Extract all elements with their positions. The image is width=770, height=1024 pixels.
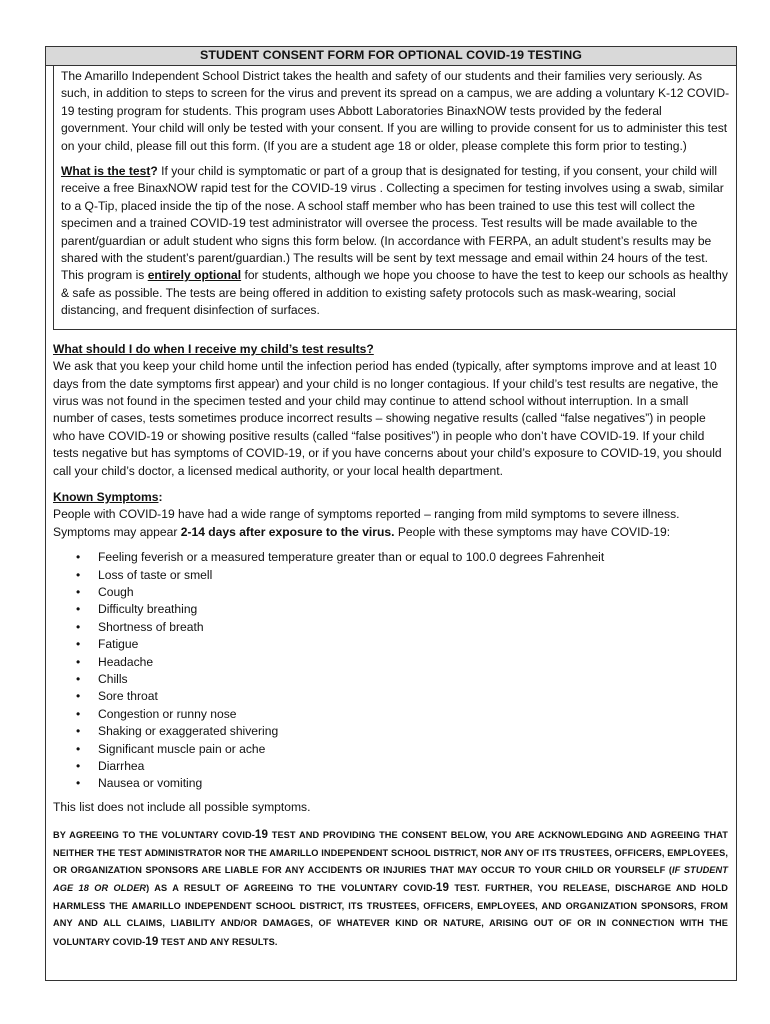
consent-form-page (45, 46, 737, 981)
results-body: We ask that you keep your child home until the infection period has ended (typically, after symptoms improve and at least 10 days from the date symptoms first appear) and your child is no longer contagious. If your child’s test results are negative, the virus was not found in the specimen tested and your child may continue to attend school without interruption. In a small number of cases, tests sometimes produce incorrect results – showing negative results (called “false negatives”) in people who have COVID-19 or showing positive results (called “false positives”) in people who don’t have COVID-19. If your child tests negative but has symptoms of COVID-19, or if you have concerns about your child’s exposure to COVID-19, you should call your child’s doctor, a licensed medical authority, or your local health department. (53, 359, 722, 478)
what-is-test-body-2: for students, although we hope you choose to have the test to keep our schools as healthy & safe as possible. The tests are being offered in addition to existing safety protocols such as mask-wearing, social distancing, and frequent disinfection of surfaces. (61, 268, 728, 318)
symptoms-section (46, 489, 736, 951)
symptoms-intro (53, 506, 728, 541)
symptoms-note: This list does not include all possible symptoms. (53, 799, 311, 814)
waiver-num-2: 19 (435, 881, 450, 895)
waiver-num-1: 19 (254, 828, 269, 842)
symptom-item: • Difficulty breathing (98, 601, 728, 618)
symptoms-days-emphasis: 2-14 days after exposure to the virus. (180, 524, 395, 539)
intro-paragraph: The Amarillo Independent School District takes the health and safety of our students and their families very seriously. As such, in addition to steps to screen for the virus and prevent its spread on a campus, we are adding a voluntary K-12 COVID-19 testing program for students. This program uses Abbott Laboratories BinaxNOW tests provided by the federal government. Your child will only be tested with your consent. If you are willing to provide consent for us to administer this test on your child, please fill out this form. (If you are a student age 18 or older, please complete this form prior to testing.) (61, 69, 730, 153)
what-is-test-paragraph (61, 163, 731, 320)
symptom-item: • Fatigue (98, 636, 728, 653)
what-is-test-body-1: If your child is symptomatic or part of a group that is designated for testing, if you consent, your child will receive a free BinaxNOW rapid test for the COVID-19 virus . Collecting a specimen for testing involves using a swab, similar to a Q-Tip, placed inside the tip of the nose. A school staff member who has been trained to use this test will collect the specimen and a trained COVID-19 test administrator will oversee the process. Test results will be made available to the parent/guardian or adult student who signs this form below. (In accordance with FERPA, an adult student’s results may be shared with the student’s parent/guardian.) The results will be sent by text message and email within 24 hours of the test. This program is (61, 164, 724, 283)
symptom-item: • Nausea or vomiting (98, 775, 728, 792)
waiver-num-3: 19 (145, 934, 159, 948)
form-title: STUDENT CONSENT FORM FOR OPTIONAL COVID-19 TESTING (46, 47, 736, 66)
symptom-item: • Shortness of breath (98, 619, 728, 636)
symptoms-heading-suffix: : (158, 489, 163, 504)
symptom-item: • Feeling feverish or a measured temperature greater than or equal to 100.0 degrees Fahrenheit (98, 549, 728, 566)
intro-box (53, 66, 737, 330)
symptoms-list (53, 549, 728, 793)
waiver-part-4: TEST. FURTHER, YOU RELEASE, DISCHARGE AND HOLD HARMLESS THE AMARILLO INDEPENDENT SCHOOL DISTRICT, ITS TRUSTEES, OFFICERS, EMPLOYEES, AND ORGANIZATION SPONSORS, FROM ANY AND ALL CLAIMS, LIABILITY AND/OR DAMAGES, OF WHATEVER KIND OR NATURE, ARISING OUT OF OR IN CONNECTION WITH THE VOLUNTARY COVID- (53, 883, 728, 947)
results-heading: What should I do when I receive my child’s test results? (53, 341, 374, 356)
symptoms-intro-text-1: People with COVID-19 have had a wide range of symptoms reported – ranging from mild symptoms to severe illness. Symptoms may appear (53, 507, 680, 539)
symptom-item: • Chills (98, 671, 728, 688)
waiver-part-1: BY AGREEING TO THE VOLUNTARY COVID- (53, 830, 255, 841)
waiver-part-2: TEST AND PROVIDING THE CONSENT BELOW, YOU ARE ACKNOWLEDGING AND AGREEING THAT NEITHER THE TEST ADMINISTRATOR NOR THE AMARILLO INDEPENDENT SCHOOL DISTRICT, NOR ANY OF ITS TRUSTEES, OFFICERS, EMPLOYEES, OR ORGANIZATION SPONSORS ARE LIABLE FOR ANY ACCIDENTS OR INJURIES THAT MAY OCCUR TO YOUR CHILD OR YOURSELF ( (53, 830, 729, 876)
symptoms-heading: Known Symptoms (53, 489, 159, 504)
symptom-item: • Significant muscle pain or ache (98, 741, 728, 758)
symptoms-intro-text-2: People with these symptoms may have COVID-19: (394, 524, 671, 539)
what-is-test-heading: What is the test (61, 164, 151, 179)
entirely-optional-emphasis: entirely optional (147, 268, 242, 283)
what-is-test-heading-suffix: ? (150, 164, 158, 179)
symptom-item: • Shaking or exaggerated shivering (98, 723, 728, 740)
results-section (46, 341, 736, 480)
waiver-part-3: ) AS A RESULT OF AGREEING TO THE VOLUNTARY COVID- (146, 883, 436, 894)
waiver-age-clause: IF STUDENT AGE 18 OR OLDER (53, 865, 728, 894)
symptom-item: • Headache (98, 654, 728, 671)
symptom-item: • Loss of taste or smell (98, 567, 728, 584)
liability-waiver (53, 826, 728, 951)
symptom-item: • Congestion or runny nose (98, 706, 728, 723)
waiver-part-5: TEST AND ANY RESULTS. (158, 936, 278, 947)
symptom-item: • Diarrhea (98, 758, 728, 775)
symptom-item: • Sore throat (98, 688, 728, 705)
symptom-item: • Cough (98, 584, 728, 601)
